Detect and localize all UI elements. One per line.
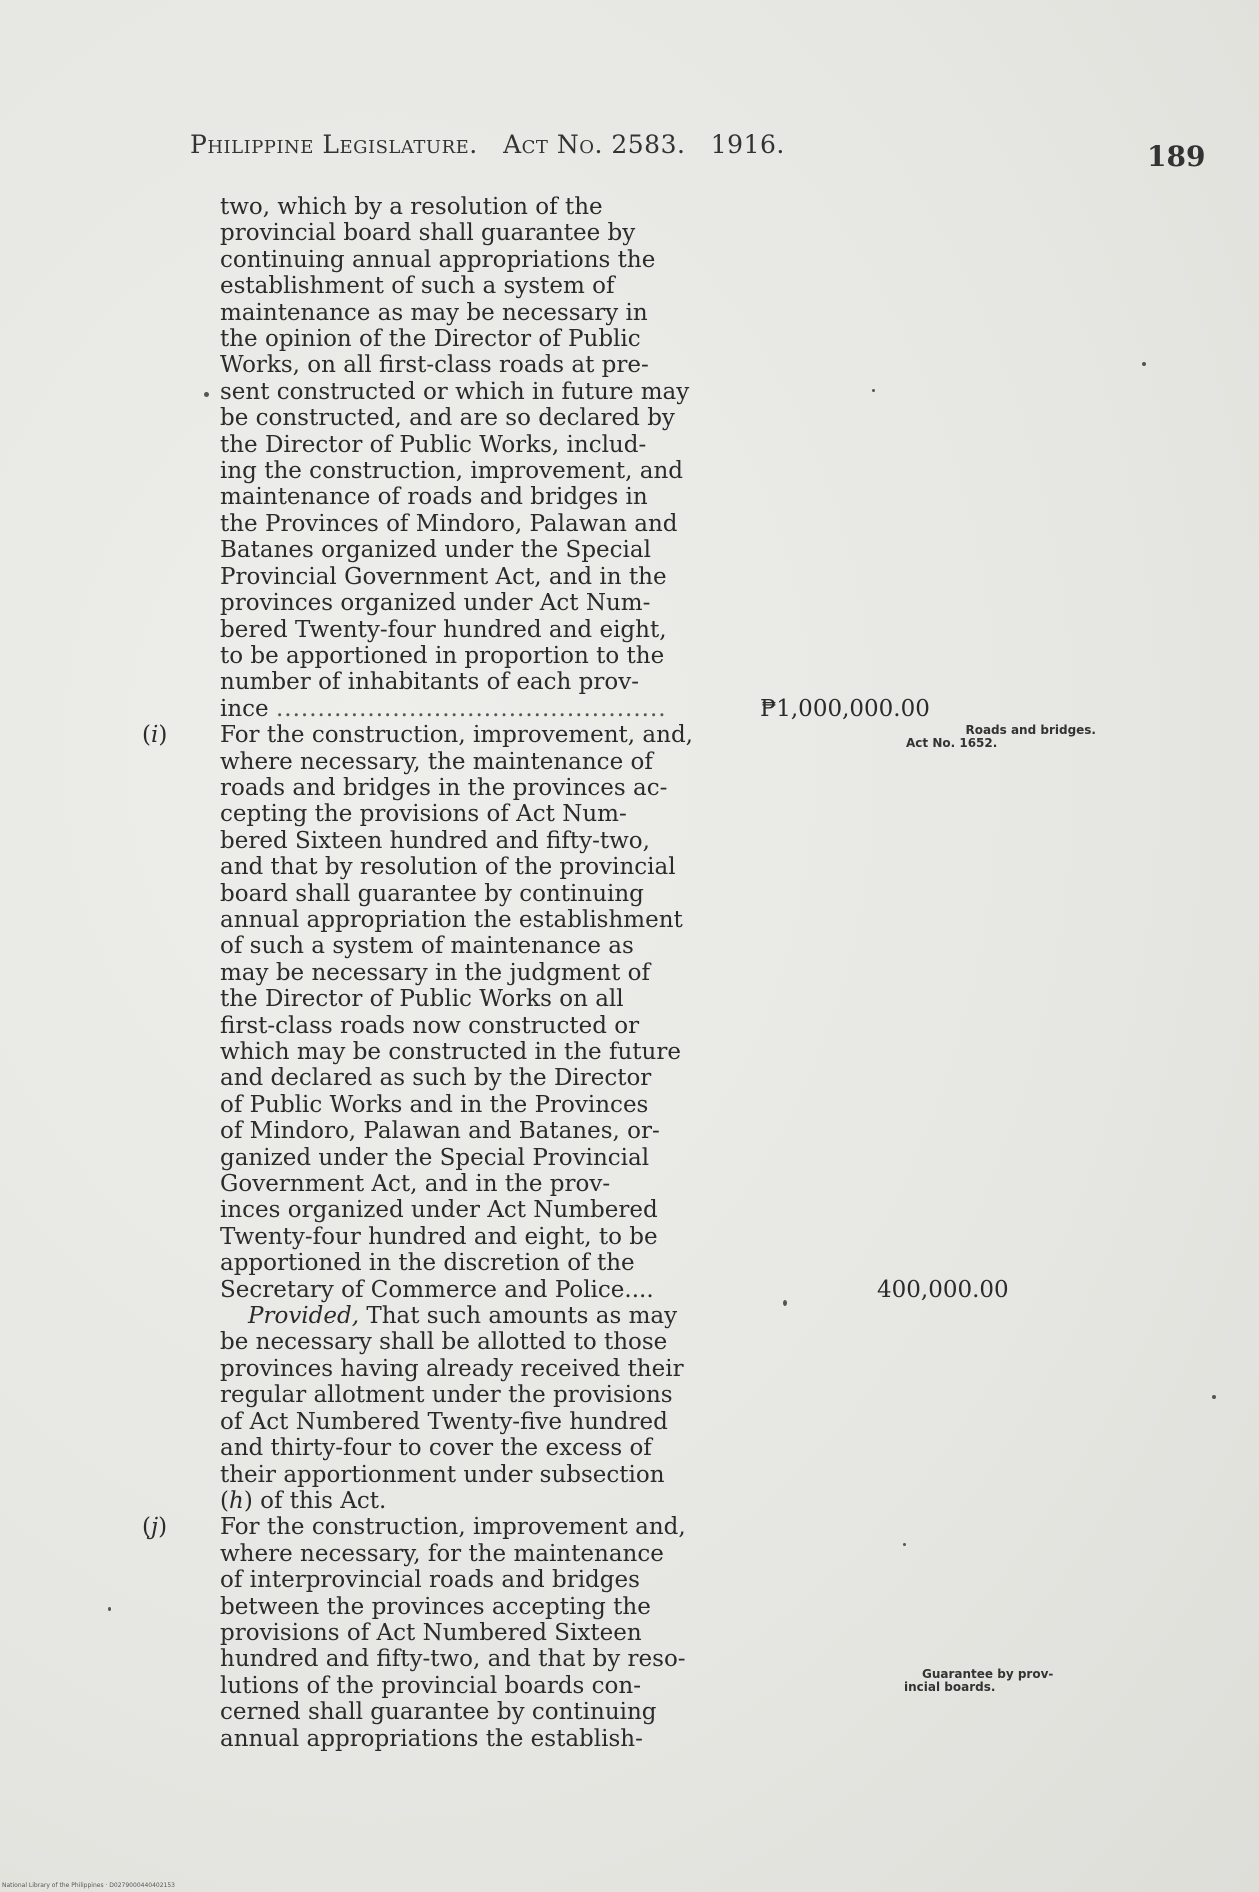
running-head-legislature: Philippine Legislature.: [190, 130, 478, 159]
text-line: apportioned in the discretion of the: [220, 1250, 635, 1277]
text-line: For the construction, improvement and,: [220, 1514, 686, 1541]
subsection-h-amount-line: [220, 695, 930, 722]
running-head: [190, 130, 785, 159]
dot-leader: ...............................................: [275, 695, 667, 722]
subsection-j: [142, 1514, 815, 1752]
proviso-last-line: (h) of this Act.: [220, 1487, 387, 1514]
text-line: and thirty-four to cover the excess of: [220, 1435, 652, 1462]
text-line: Batanes organized under the Special: [220, 537, 651, 564]
text-line: ganized under the Special Provincial: [220, 1144, 650, 1171]
scan-speck: [1142, 362, 1146, 366]
text-line: ing the construction, improvement, and: [220, 458, 684, 485]
text-line: Provincial Government Act, and in the: [220, 563, 667, 590]
text-line: first-class roads now constructed or: [220, 1012, 640, 1039]
text-line: For the construction, improvement, and,: [220, 722, 693, 749]
text-line-end: ince: [220, 695, 269, 722]
text-line: cerned shall guarantee by continuing: [220, 1699, 657, 1726]
text-line: of such a system of maintenance as: [220, 933, 634, 960]
text-line: regular allotment under the provisions: [220, 1382, 673, 1409]
text-line: annual appropriations the establish-: [220, 1725, 643, 1752]
text-line: the opinion of the Director of Public: [220, 326, 641, 353]
scan-speck: [1212, 1395, 1216, 1399]
text-line: and that by resolution of the provincial: [220, 854, 676, 881]
text-line: roads and bridges in the provinces ac-: [220, 774, 668, 801]
subsection-h-continuation: [220, 194, 930, 722]
page-number: 189: [1147, 140, 1206, 173]
text-line: may be necessary in the judgment of: [220, 959, 651, 986]
text-line: which may be constructed in the future: [220, 1039, 681, 1065]
text-line: annual appropriation the establishment: [220, 906, 683, 933]
scan-speck: [783, 1300, 787, 1306]
scan-speck: [108, 1607, 111, 1611]
subsection-i-amount-line: [220, 1276, 1009, 1303]
text-line: provinces having already received their: [220, 1355, 684, 1382]
running-head-act: Act No. 2583.: [503, 130, 686, 159]
text-line: their apportionment under subsection: [220, 1461, 665, 1488]
text-line: Government Act, and in the prov-: [220, 1171, 611, 1198]
text-line: provisions of Act Numbered Sixteen: [220, 1619, 642, 1646]
text-line: sent constructed or which in future may: [220, 378, 690, 405]
text-line: number of inhabitants of each prov-: [220, 669, 639, 696]
text-line: be constructed, and are so declared by: [220, 405, 675, 432]
text-line: board shall guarantee by continuing: [220, 880, 644, 907]
marginal-note-guarantee: Guarantee by prov- incial boards.: [904, 1667, 1054, 1694]
footer-credit: National Library of the Philippines · D0279000440402153: [2, 1882, 175, 1889]
text-line: maintenance as may be necessary in: [220, 299, 648, 326]
text-line: two, which by a resolution of the: [220, 194, 603, 220]
text-line: maintenance of roads and bridges in: [220, 484, 648, 511]
text-line: hundred and fifty-two, and that by reso-: [220, 1646, 686, 1673]
subsection-i-amount: 400,000.00: [877, 1276, 1009, 1303]
text-line: be necessary shall be allotted to those: [220, 1329, 668, 1356]
text-line: lutions of the provincial boards con-: [220, 1672, 641, 1699]
text-line: bered Sixteen hundred and fifty-two,: [220, 827, 650, 854]
text-line: bered Twenty-four hundred and eight,: [220, 616, 667, 643]
text-line: the Director of Public Works on all: [220, 986, 624, 1013]
subsection-h-amount: ₱1,000,000.00: [760, 695, 930, 722]
text-line: the Provinces of Mindoro, Palawan and: [220, 510, 678, 537]
subsection-i-label: (i): [142, 722, 168, 749]
text-line: where necessary, the maintenance of: [220, 748, 653, 775]
text-line: Works, on all first-class roads at pre-: [220, 352, 649, 379]
text-line: where necessary, for the maintenance: [220, 1540, 664, 1567]
marginal-note-roads-and-bridges: Roads and bridges. Act No. 1652.: [906, 723, 1096, 750]
text-line: and declared as such by the Director: [220, 1065, 652, 1092]
text-line: cepting the provisions of Act Num-: [220, 801, 627, 828]
proviso-first-line: Provided, That such amounts as may: [248, 1303, 678, 1330]
scan-speck: [903, 1543, 906, 1546]
text-line: of Act Numbered Twenty-five hundred: [220, 1408, 668, 1435]
running-head-year: 1916.: [710, 130, 785, 159]
text-line: provinces organized under Act Num-: [220, 590, 651, 617]
scan-speck: [204, 392, 209, 397]
text-line: of Public Works and in the Provinces: [220, 1091, 649, 1118]
proviso-word: Provided,: [248, 1303, 360, 1330]
text-line: the Director of Public Works, includ-: [220, 431, 647, 458]
text-line: of interprovincial roads and bridges: [220, 1567, 640, 1594]
text-line: inces organized under Act Numbered: [220, 1197, 658, 1224]
subsection-j-label: (j): [142, 1514, 168, 1541]
scan-speck: [872, 389, 875, 392]
text-line: between the provinces accepting the: [220, 1593, 651, 1620]
text-line-end: Secretary of Commerce and Police....: [220, 1276, 654, 1303]
text-line: Twenty-four hundred and eight, to be: [220, 1223, 658, 1250]
text-line: provincial board shall guarantee by: [220, 220, 636, 247]
text-line: continuing annual appropriations the: [220, 246, 656, 273]
text-line: of Mindoro, Palawan and Batanes, or-: [220, 1118, 660, 1145]
text-line: establishment of such a system of: [220, 273, 615, 300]
text-line: to be apportioned in proportion to the: [220, 642, 665, 669]
